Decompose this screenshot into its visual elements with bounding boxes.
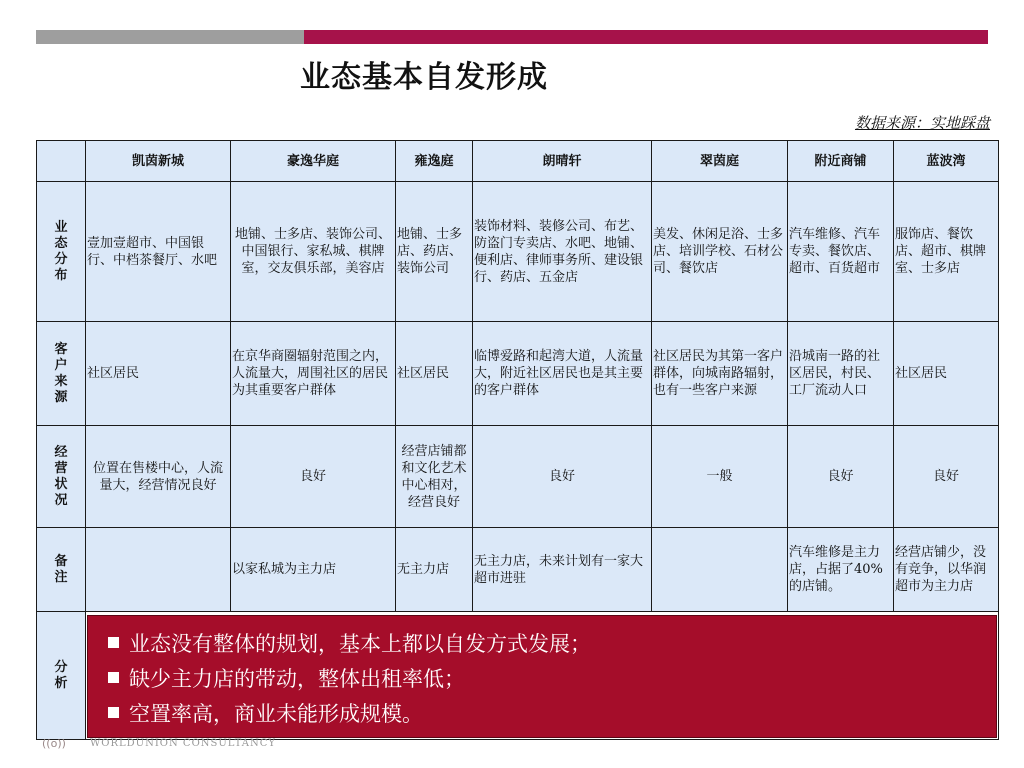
table-cell: 社区居民为其第一客户群体，向城南路辐射，也有一些客户来源 [652,322,788,426]
table-cell: 在京华商圈辐射范围之内，人流量大，周围社区的居民为其重要客户群体 [231,322,396,426]
table-cell: 良好 [231,426,396,528]
row-header: 备注 [37,528,86,612]
table-cell: 良好 [894,426,999,528]
column-header: 蓝波湾 [894,141,999,182]
table-cell: 临博爱路和起湾大道，人流量大，附近社区居民也是其主要的客户群体 [473,322,652,426]
square-bullet-icon [108,637,119,648]
table-cell: 无主力店 [396,528,473,612]
corner-cell [37,141,86,182]
table-cell: 一般 [652,426,788,528]
row-header: 分析 [37,612,86,740]
header-gray-bar [36,30,304,44]
table-cell: 沿城南一路的社区居民，村民、工厂流动人口 [788,322,894,426]
table-cell: 无主力店，未来计划有一家大超市进驻 [473,528,652,612]
table-row [37,322,999,426]
table-cell: 汽车维修、汽车专卖、餐饮店、超市、百货超市 [788,182,894,322]
table-cell: 经营店铺都和文化艺术中心相对，经营良好 [396,426,473,528]
table-cell: 社区居民 [86,322,231,426]
table-cell: 良好 [788,426,894,528]
square-bullet-icon [108,707,119,718]
table-cell: 服饰店、餐饮店、超市、棋牌室、士多店 [894,182,999,322]
table-cell: 汽车维修是主力店，占据了40%的店铺。 [788,528,894,612]
table-cell: 良好 [473,426,652,528]
column-header: 附近商铺 [788,141,894,182]
company-name: WORLDUNION CONSULTANCY [90,738,276,749]
table-cell: 位置在售楼中心，人流量大，经营情况良好 [86,426,231,528]
page-title: 业态基本自发形成 [300,60,548,95]
company-logo-icon: ((o)) [42,737,66,750]
table-cell: 地铺、士多店、药店、装饰公司 [396,182,473,322]
analysis-point: 缺少主力店的带动，整体出租率低； [108,663,465,693]
analysis-point: 空置率高，商业未能形成规模。 [108,698,423,728]
column-header: 翠茵庭 [652,141,788,182]
column-header: 凯茵新城 [86,141,231,182]
table-row [37,528,999,612]
table-cell [652,528,788,612]
column-header: 豪逸华庭 [231,141,396,182]
row-header: 客户来源 [37,322,86,426]
table-cell: 以家私城为主力店 [231,528,396,612]
table-cell: 地铺、士多店、装饰公司、中国银行、家私城、棋牌室，交友俱乐部，美容店 [231,182,396,322]
table-row [37,182,999,322]
row-header: 业态分布 [37,182,86,322]
analysis-point: 业态没有整体的规划，基本上都以自发方式发展； [108,628,591,658]
table-cell: 装饰材料、装修公司、布艺、防盗门专卖店、水吧、地铺、便利店、律师事务所、建设银行、药店、五金店 [473,182,652,322]
column-header: 雍逸庭 [396,141,473,182]
table-cell: 社区居民 [894,322,999,426]
table-cell [86,528,231,612]
column-header: 朗晴轩 [473,141,652,182]
table-cell: 社区居民 [396,322,473,426]
square-bullet-icon [108,672,119,683]
row-header: 经营状况 [37,426,86,528]
table-header-row [37,141,999,182]
analysis-box [87,615,997,738]
data-source-note: 数据来源：实地踩盘 [854,114,990,132]
table-cell: 壹加壹超市、中国银行、中档茶餐厅、水吧 [86,182,231,322]
table-row [37,426,999,528]
table-cell: 经营店铺少，没有竞争，以华润超市为主力店 [894,528,999,612]
header-accent-bar [304,30,988,44]
table-cell: 美发、休闲足浴、士多店、培训学校、石材公司、餐饮店 [652,182,788,322]
